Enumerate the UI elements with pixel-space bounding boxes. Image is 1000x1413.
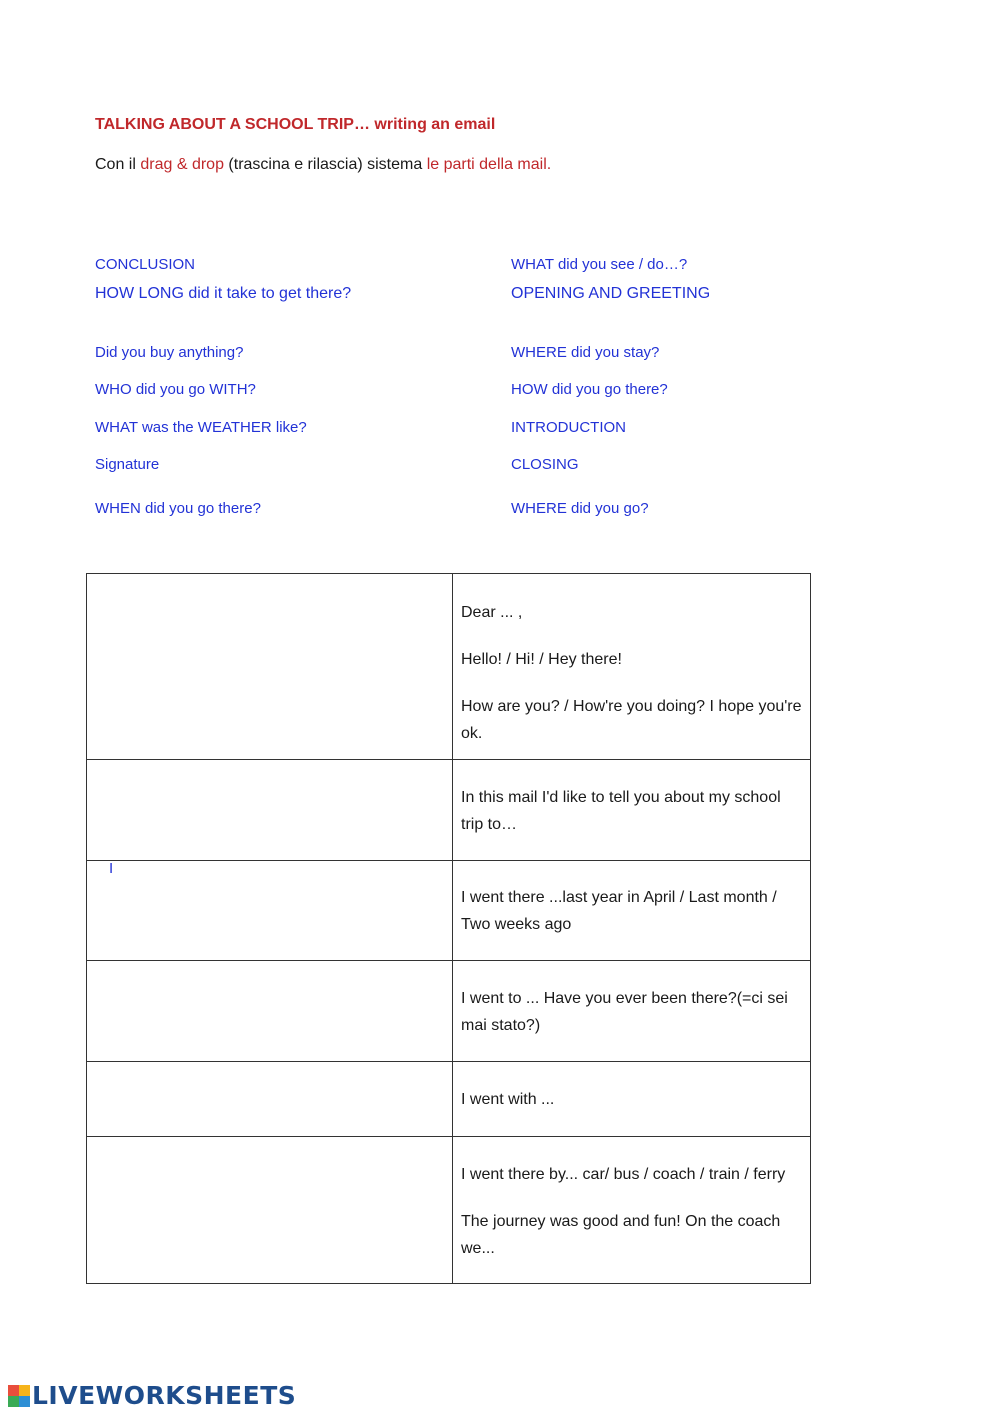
- drag-chip-did-you-buy[interactable]: Did you buy anything?: [95, 344, 244, 361]
- row-text-6: [461, 1161, 802, 1262]
- drop-zone-5[interactable]: [87, 1062, 453, 1136]
- instructions-middle: (trascina e rilascia) sistema: [223, 156, 427, 173]
- row-text-4: [461, 985, 802, 1039]
- liveworksheets-logo[interactable]: [8, 1381, 296, 1410]
- drag-chip-where-did-you-stay[interactable]: WHERE did you stay?: [511, 344, 660, 361]
- drag-chip-who-with[interactable]: WHO did you go WITH?: [95, 381, 256, 398]
- row-1-line-2: Hello! / Hi! / Hey there!: [461, 651, 622, 668]
- drop-zone-3[interactable]: [87, 861, 453, 960]
- instructions-prefix: Con il: [95, 156, 141, 173]
- row-2-line-1: In this mail I'd like to tell you about my school trip to…: [461, 789, 781, 833]
- instructions-highlight-mail-parts: le parti della mail.: [426, 156, 552, 173]
- row-text-2: [461, 784, 802, 838]
- table-row: [87, 961, 810, 1062]
- row-3-line-1: I went there ...last year in April / Last month / Two weeks ago: [461, 889, 777, 933]
- drag-chip-how-long[interactable]: HOW LONG did it take to get there?: [95, 285, 352, 302]
- row-5-line-1: I went with ...: [461, 1091, 555, 1108]
- drop-zone-2[interactable]: [87, 760, 453, 860]
- row-1-line-3: How are you? / How're you doing? I hope you're ok.: [461, 698, 802, 742]
- row-6-line-2: The journey was good and fun! On the coach we...: [461, 1213, 781, 1257]
- row-6-line-1: I went there by... car/ bus / coach / train / ferry: [461, 1166, 786, 1183]
- email-parts-table: [86, 573, 811, 1284]
- logo-square-yellow: [19, 1385, 30, 1396]
- drag-chip-closing[interactable]: CLOSING: [511, 456, 579, 473]
- table-row: [87, 861, 810, 961]
- drag-chip-opening-greeting[interactable]: OPENING AND GREETING: [511, 285, 711, 302]
- drag-chip-when[interactable]: WHEN did you go there?: [95, 500, 261, 517]
- drag-chip-what-did-you-see[interactable]: WHAT did you see / do…?: [511, 256, 688, 273]
- logo-square-green: [8, 1396, 19, 1407]
- drop-zone-4[interactable]: [87, 961, 453, 1061]
- drag-chip-how-did-you-go[interactable]: HOW did you go there?: [511, 381, 668, 398]
- drag-chip-weather[interactable]: WHAT was the WEATHER like?: [95, 419, 307, 436]
- drop-zone-6[interactable]: [87, 1137, 453, 1283]
- logo-square-red: [8, 1385, 19, 1396]
- row-text-3: [461, 884, 802, 938]
- logo-squares-icon: [8, 1385, 30, 1407]
- row-4-line-1: I went to ... Have you ever been there?(=ci sei mai stato?): [461, 990, 788, 1034]
- logo-square-blue: [19, 1396, 30, 1407]
- drag-chip-conclusion[interactable]: CONCLUSION: [95, 256, 196, 273]
- text-cursor: I: [109, 860, 114, 877]
- instructions-text: [95, 156, 551, 174]
- logo-text: LIVEWORKSHEETS: [32, 1381, 297, 1410]
- table-row: [87, 1137, 810, 1283]
- row-text-1: [461, 599, 802, 747]
- table-row: [87, 760, 810, 861]
- row-1-line-1: Dear ... ,: [461, 604, 523, 621]
- instructions-highlight-drag-drop: drag & drop: [140, 156, 224, 173]
- drag-chip-where-did-you-go[interactable]: WHERE did you go?: [511, 500, 649, 517]
- table-row: [87, 1062, 810, 1137]
- drag-chip-introduction[interactable]: INTRODUCTION: [511, 419, 626, 436]
- worksheet-title: TALKING ABOUT A SCHOOL TRIP… writing an email: [95, 116, 496, 133]
- table-row: [87, 574, 810, 760]
- row-text-5: [461, 1086, 802, 1113]
- drop-zone-1[interactable]: [87, 574, 453, 759]
- drag-chip-signature[interactable]: Signature: [95, 456, 160, 473]
